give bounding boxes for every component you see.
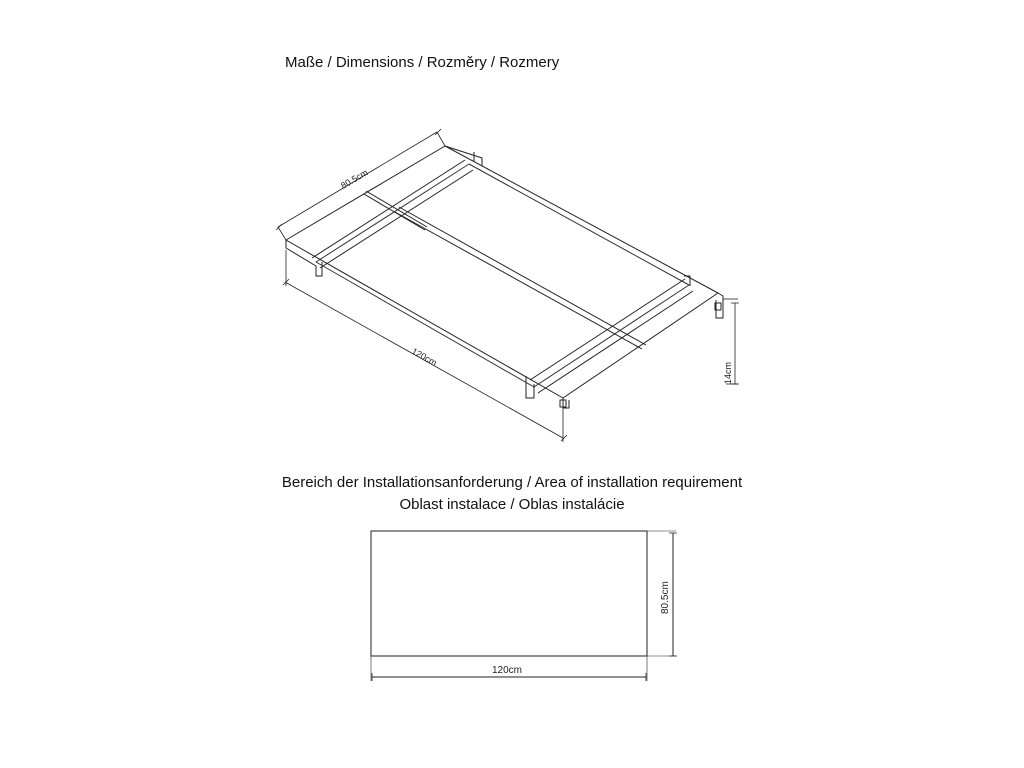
panel-edge-left <box>312 160 473 268</box>
bracket-right-end <box>716 293 723 318</box>
depth-ext-left <box>278 227 286 240</box>
center-divider <box>395 207 646 349</box>
width-label: 120cm <box>410 346 439 368</box>
area-width-label: 120cm <box>492 665 523 676</box>
height-label: 14cm <box>723 361 733 384</box>
area-rectangle <box>371 531 647 656</box>
depth-ext-right <box>437 132 445 146</box>
area-height-label: 80.5cm <box>660 581 671 614</box>
canopy-panel <box>316 164 689 387</box>
dimensions-title: Maße / Dimensions / Rozměry / Rozmery <box>285 54 560 71</box>
area-drawing <box>371 531 677 681</box>
depth-label: 80.5cm <box>339 167 370 191</box>
top-dimension-lines <box>276 129 739 442</box>
area-title-line1: Bereich der Installationsanforderung / Area of installation requirement <box>281 474 743 491</box>
area-title-line2: Oblast instalace / Oblas instalácie <box>399 496 625 513</box>
